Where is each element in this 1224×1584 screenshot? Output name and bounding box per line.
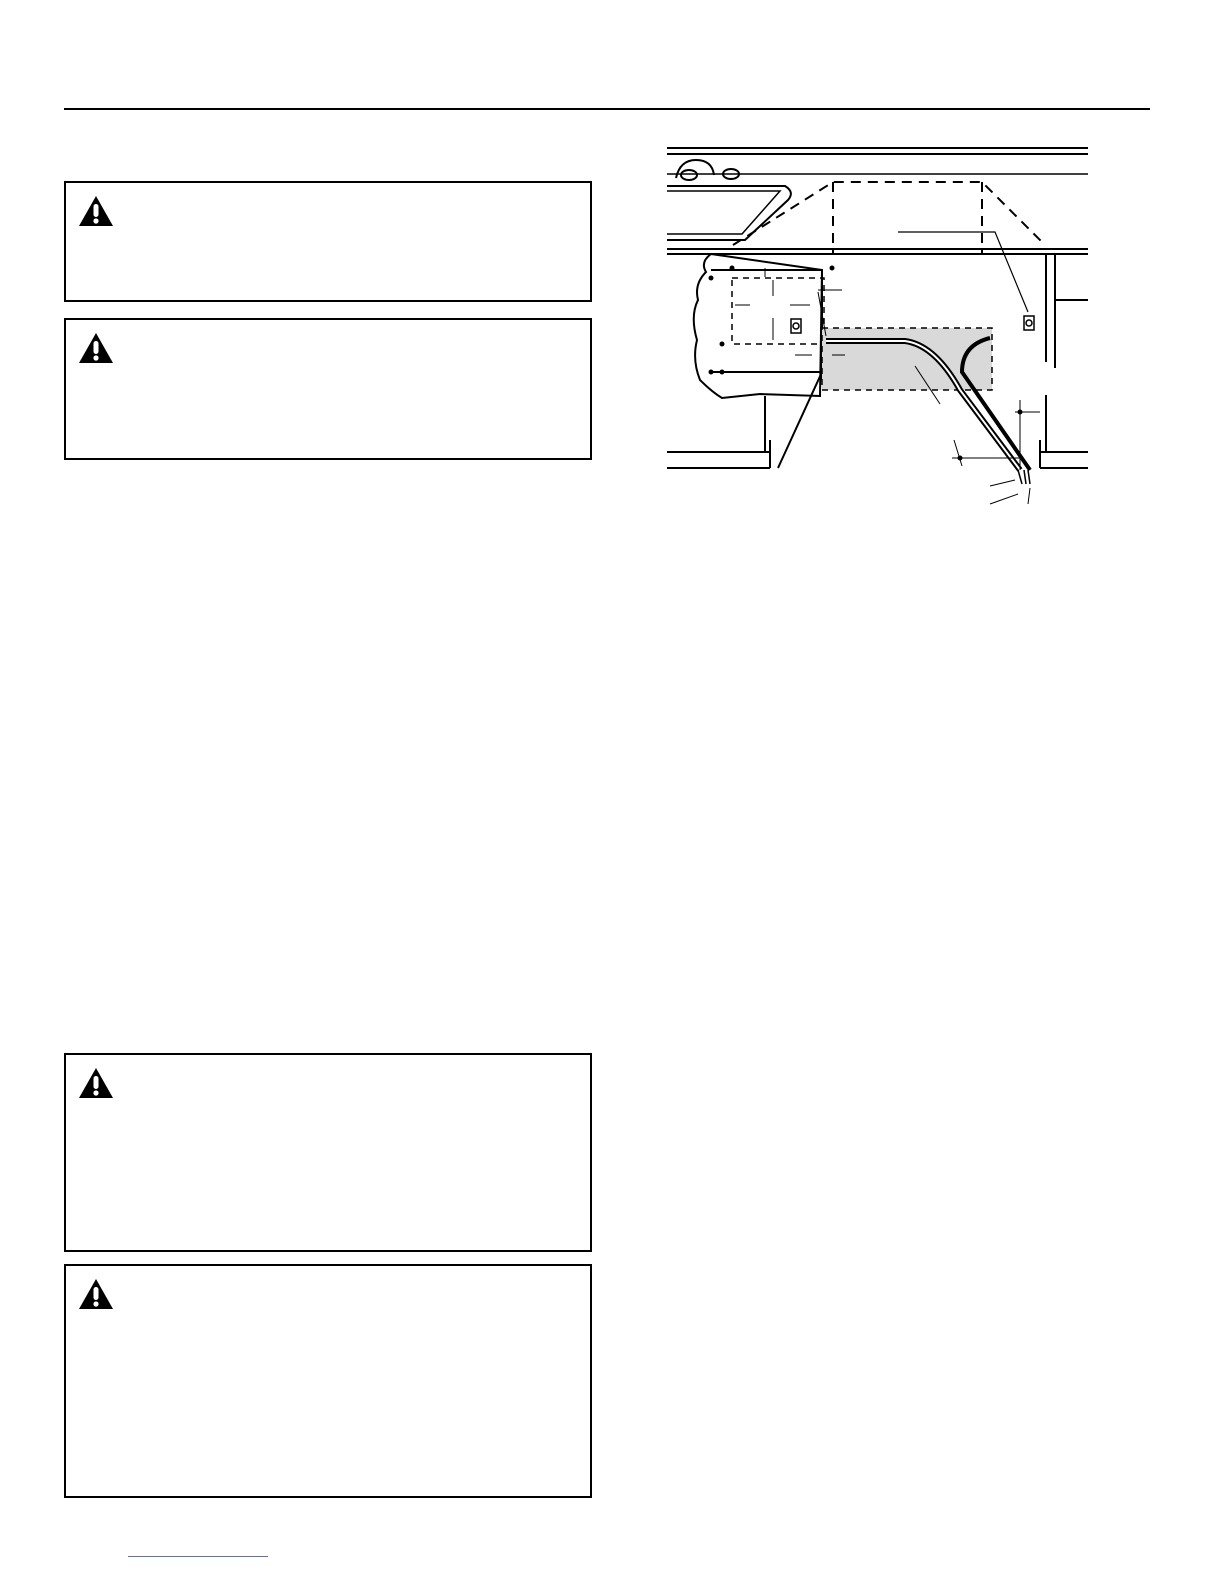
warning-triangle-icon <box>78 1278 114 1310</box>
warning-box-3 <box>64 1053 592 1252</box>
warning-box-2 <box>64 318 592 460</box>
warning-triangle-icon <box>78 1067 114 1099</box>
warning-box-4 <box>64 1264 592 1498</box>
installation-diagram <box>660 140 1100 512</box>
warning-triangle-icon <box>78 332 114 364</box>
warning-box-1 <box>64 181 592 302</box>
warning-triangle-icon <box>78 195 114 227</box>
footer-link-underline[interactable] <box>128 1556 268 1557</box>
header-rule <box>64 108 1150 110</box>
